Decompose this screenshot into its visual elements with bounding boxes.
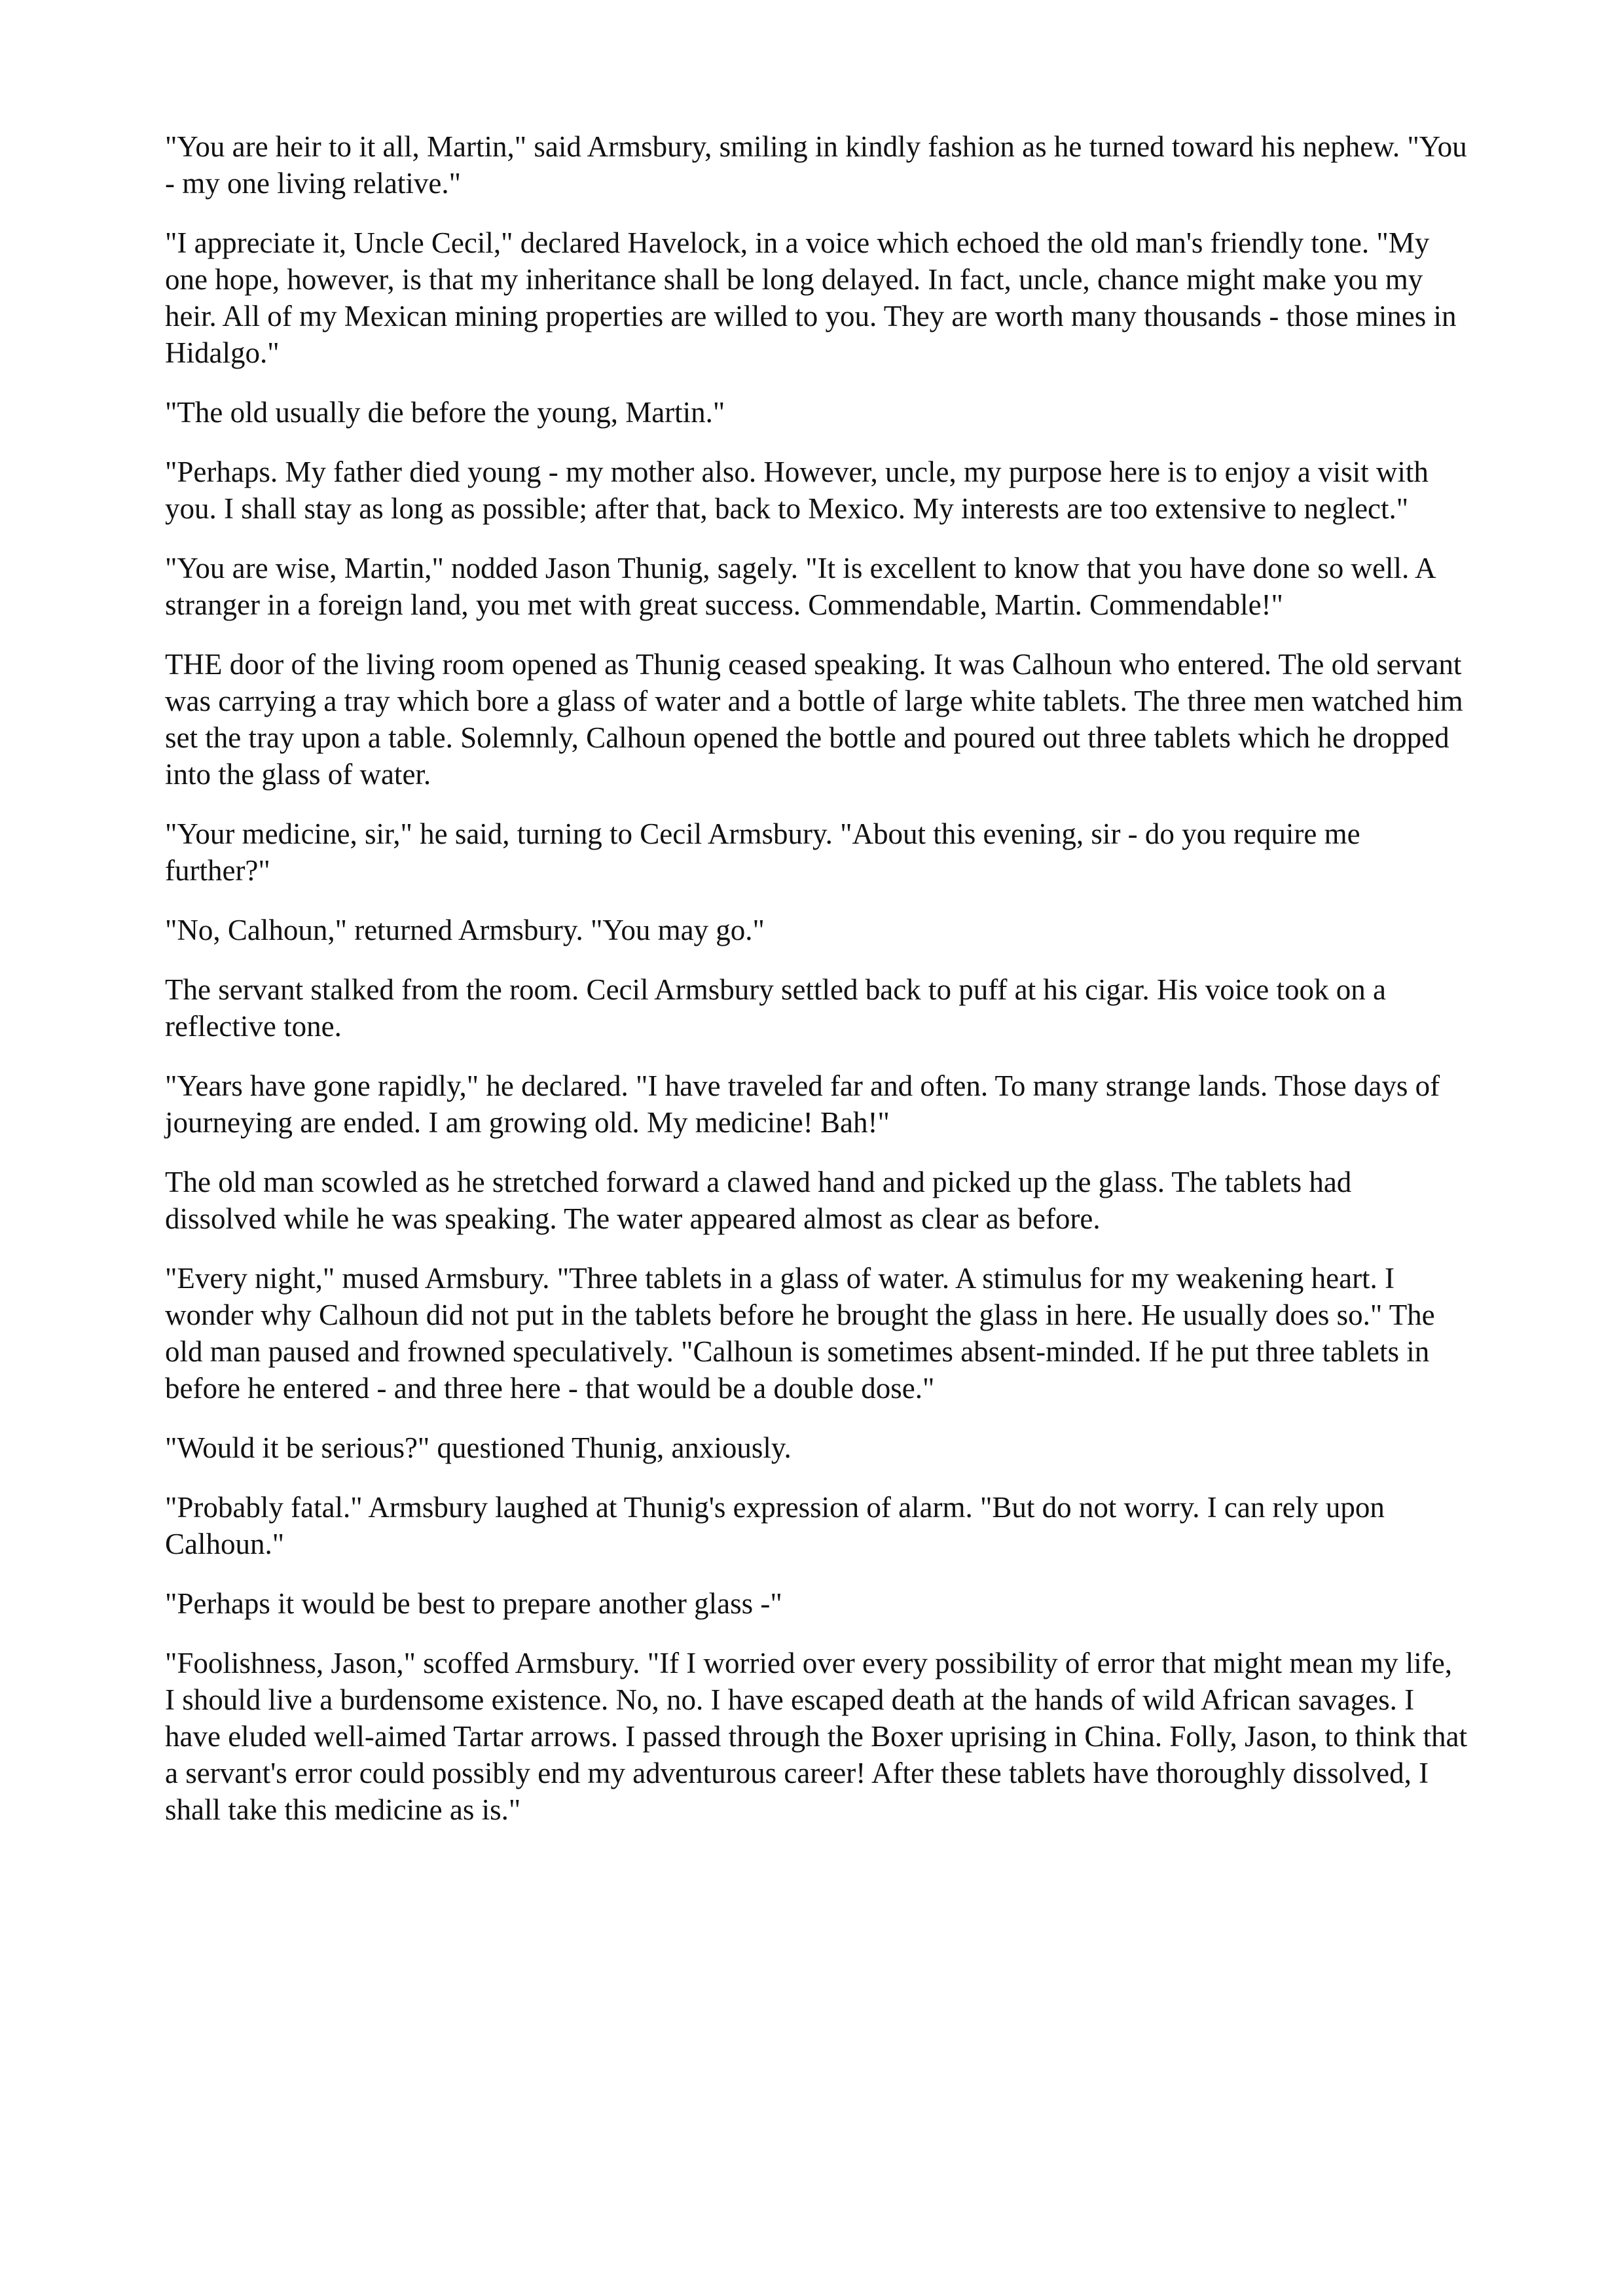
paragraph: "Foolishness, Jason," scoffed Armsbury. "If I worried over every possibility of error that might mean my life, I should live a burdensome existence. No, no. I have escaped death at the hands of wild African savages. I have eluded well-aimed Tartar arrows. I passed through the Boxer uprising in China. Folly, Jason, to think that a servant's error could possibly end my adventurous career! After these tablets have thoroughly dissolved, I shall take this medicine as is." — [165, 1647, 1467, 1826]
paragraph: THE door of the living room opened as Thunig ceased speaking. It was Calhoun who entered. The old servant was carrying a tray which bore a glass of water and a bottle of large white tablets. The three men watched him set the tray upon a table. Solemnly, Calhoun opened the bottle and poured out three tablets which he dropped into the glass of water. — [165, 648, 1463, 791]
paragraph: "The old usually die before the young, Martin." — [165, 396, 725, 429]
paragraph: "No, Calhoun," returned Armsbury. "You may go." — [165, 914, 765, 946]
paragraph: "Your medicine, sir," he said, turning to Cecil Armsbury. "About this evening, sir - do you require me further?" — [165, 817, 1360, 887]
document-page — [165, 128, 1468, 1851]
paragraph: The old man scowled as he stretched forward a clawed hand and picked up the glass. The tablets had dissolved while he was speaking. The water appeared almost as clear as before. — [165, 1166, 1352, 1235]
paragraph: "Would it be serious?" questioned Thunig, anxiously. — [165, 1431, 792, 1464]
paragraph: "Years have gone rapidly," he declared. "I have traveled far and often. To many strange lands. Those days of journeying are ended. I am growing old. My medicine! Bah!" — [165, 1069, 1440, 1139]
paragraph: "You are heir to it all, Martin," said Armsbury, smiling in kindly fashion as he turned toward his nephew. "You - my one living relative." — [165, 130, 1467, 200]
paragraph: "Every night," mused Armsbury. "Three tablets in a glass of water. A stimulus for my weakening heart. I wonder why Calhoun did not put in the tablets before he brought the glass in here. He usually does so." The old man paused and frowned speculatively. "Calhoun is sometimes absent-minded. If he put three tablets in before he entered - and three here - that would be a double dose." — [165, 1262, 1435, 1405]
paragraph: "You are wise, Martin," nodded Jason Thunig, sagely. "It is excellent to know that you have done so well. A stranger in a foreign land, you met with great success. Commendable, Martin. Commendable!" — [165, 552, 1434, 621]
paragraph: The servant stalked from the room. Cecil Armsbury settled back to puff at his cigar. His voice took on a reflective tone. — [165, 973, 1386, 1043]
paragraph: "Perhaps it would be best to prepare another glass -" — [165, 1587, 782, 1620]
paragraph: "Probably fatal." Armsbury laughed at Thunig's expression of alarm. "But do not worry. I can rely upon Calhoun." — [165, 1491, 1385, 1560]
paragraph: "Perhaps. My father died young - my mother also. However, uncle, my purpose here is to enjoy a visit with you. I shall stay as long as possible; after that, back to Mexico. My interests are too extensive to neglect." — [165, 456, 1429, 525]
paragraph: "I appreciate it, Uncle Cecil," declared Havelock, in a voice which echoed the old man's friendly tone. "My one hope, however, is that my inheritance shall be long delayed. In fact, uncle, chance might make you my heir. All of my Mexican mining properties are willed to you. They are worth many thousands - those mines in Hidalgo." — [165, 226, 1457, 369]
